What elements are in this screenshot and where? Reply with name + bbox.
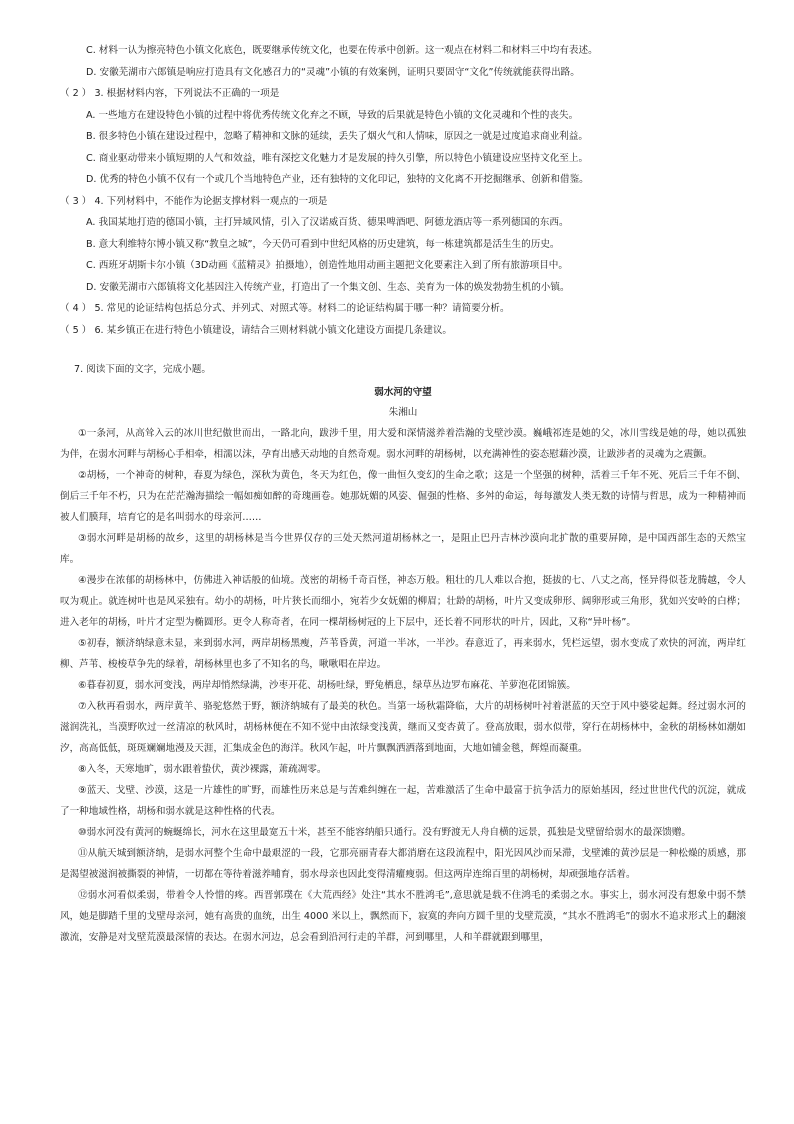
reading-section <box>60 360 746 948</box>
article-paragraph: ⑤初春，额济纳绿意未显，来到弱水河，两岸胡杨黑瘦，芦苇昏黄，河道一半冰，一半沙。春意近了，再来弱水，凭栏远望，弱水变成了欢快的河流，两岸红柳、芦苇、梭梭草争先的绿着，胡杨林里也多了不知名的鸟，啾啾唱在岸边。 <box>60 638 746 670</box>
article-paragraph: ⑧入冬，天寒地旷，弱水跟着蛰伏，黄沙裸露，萧疏凋零。 <box>78 764 327 775</box>
answer-option: B. 很多特色小镇在建设过程中，忽略了精神和文脉的延续，丢失了烟火气和人情味，原因之一就是过度追求商业利益。 <box>86 131 588 142</box>
answer-option: D. 安徽芜湖市六郎镇是响应打造具有文化感召力的“灵魂”小镇的有效案例，证明只要固守“文化”传统就能获得出路。 <box>86 66 580 78</box>
article-author: 朱湘山 <box>388 407 418 418</box>
question-7-prompt: 7. 阅读下面的文字，完成小题。 <box>74 364 211 375</box>
question-stem: （ 3 ） 4. 下列材料中，不能作为论据支撑材料一观点的一项是 <box>60 195 328 207</box>
article-paragraph: ④漫步在浓郁的胡杨林中，仿佛进入神话般的仙境。茂密的胡杨千奇百怪，神态万般。粗壮的几人难以合抱，挺拔的七、八丈之高，怪异得似苍龙腾越，令人叹为观止。就连树叶也是风采独有。幼小的胡杨，叶片狭长而细小，宛若少女妩媚的柳眉；壮龄的胡杨，叶片又变成卵形、阔卵形或三角形，犹如兴安岭的白桦；进入老年的胡杨，叶片才定型为椭圆形。更令人称奇者，在同一棵胡杨树冠的上下层中，还长着不同形状的叶片，因此，又称“异叶杨”。 <box>60 575 746 628</box>
answer-option: D. 安徽芜湖市六郎镇将文化基因注入传统产业，打造出了一个集文创、生态、美育为一体的焕发勃勃生机的小镇。 <box>86 281 570 293</box>
question-stem: （ 2 ） 3. 根据材料内容，下列说法不正确的一项是 <box>60 88 280 99</box>
answer-option: A. 我国某地打造的德国小镇，主打异域风情，引入了汉诺威百货、德果啤酒吧、阿德龙酒店等一系列德国的东西。 <box>86 217 569 228</box>
article-body <box>60 423 746 948</box>
answer-option: B. 意大利维特尔博小镇又称“教皇之城”，今天仍可看到中世纪风格的历史建筑，每一栋建筑都是活生生的历史。 <box>86 238 560 250</box>
answer-option: C. 材料一认为擦亮特色小镇文化底色，既要继承传统文化，也要在传承中创新。这一观点在材料二和材料三中均有表述。 <box>86 45 598 56</box>
article-paragraph: ③弱水河畔是胡杨的故乡，这里的胡杨林是当今世界仅存的三处天然河道胡杨林之一，是阻止巴丹吉林沙漠向北扩散的重要屏障，是中国西部生态的天然宝库。 <box>60 533 746 565</box>
question-stem: （ 5 ） 6. 某乡镇正在进行特色小镇建设，请结合三则材料就小镇文化建设方面提几条建议。 <box>60 324 453 336</box>
article-paragraph: ⑩弱水河没有黄河的蜿蜒绵长，河水在这里最宽五十米，甚至不能容纳船只通行。没有野渡无人舟自横的远景，孤独是戈壁留给弱水的最深馈赠。 <box>78 827 692 838</box>
article-paragraph: ⑪从航天城到额济纳，是弱水河整个生命中最艰涩的一段，它那亮丽青春大都消磨在这段流程中，阳光因风沙而呆滞，戈壁滩的黄沙层是一种松燥的质感，那是渴望被滋润被撕裂的神情，一切都在等待着滋养哺育，弱水母亲也因此变得清癯瘦弱。但这两岸连绵百里的胡杨树，却顽强地存活着。 <box>60 848 746 880</box>
question-options-section <box>60 40 750 341</box>
answer-option: C. 西班牙胡斯卡尔小镇（3D动画《蓝精灵》拍摄地），创造性地用动画主题把文化要素注入到了所有旅游项目中。 <box>86 260 568 271</box>
article-paragraph: ⑦入秋再看弱水，两岸黄羊、骆驼悠然于野，额济纳城有了最美的秋色。当第一场秋霜降临，大片的胡杨树叶衬着湛蓝的天空于风中婆娑起舞。经过弱水河的滋润洗礼，当漠野吹过一丝清凉的秋风时，胡杨林便在不知不觉中由浓绿变浅黄，继而又变杏黄了。登高放眼，弱水似带，穿行在胡杨林中，金秋的胡杨林如潮如汐，高高低低，斑斑斓斓地漫及天涯，汇集成金色的海洋。秋风乍起，叶片飘飘洒洒落到地面，大地如铺金毯，辉煌而凝重。 <box>60 701 746 754</box>
article-paragraph: ②胡杨，一个神奇的树种，春夏为绿色，深秋为黄色，冬天为红色，像一曲恒久变幻的生命之歌；这是一个坚强的树种，活着三千年不死、死后三千年不倒、倒后三千年不朽，只为在茫茫瀚海描绘一幅如痴如醉的奇瑰画卷。她那妩媚的风姿、倔强的性格、多舛的命运，每每激发人类无数的诗情与哲思，成为一种精神而被人们膜拜，培育它的是名叫弱水的母亲河…… <box>60 470 746 523</box>
article-paragraph: ⑫弱水河看似柔弱，带着令人怜惜的疼。西晋郭璞在《大荒西经》处注“其水不胜鸿毛”,意思就是载不住鸿毛的柔弱之水。事实上，弱水河没有想象中弱不禁风，她是脚踏千里的戈壁母亲河，她有高贵的血统，出生 4000 米以上，飘然而下，寂寞的奔向方圆千里的戈壁荒漠，“其水不胜鸿毛”的弱水不追求形式上的翻滚激流，安静是对戈壁荒漠最深情的表达。在弱水河边，总会看到沿河行走的羊群，河到哪里，人和羊群就跟到哪里， <box>60 890 746 943</box>
question-stem: （ 4 ） 5. 常见的论证结构包括总分式、并列式、对照式等。材料二的论证结构属于哪一种？请简要分析。 <box>60 303 510 314</box>
article-paragraph: ①一条河，从高耸入云的冰川世纪傲世而出，一路北向，跋涉千里，用大爱和深情滋养着浩瀚的戈壁沙漠。巍峨祁连是她的父，冰川雪线是她的母，她以孤独为伴，在弱水河畔与胡杨心手相牵，相濡以沫，孕育出感天动地的自然奇观。弱水河畔的胡杨树，以充满神性的姿态慰藉沙漠，让跋涉者的灵魂为之震颤。 <box>60 428 746 460</box>
answer-option: D. 优秀的特色小镇不仅有一个或几个当地特色产业，还有独特的文化印记，独特的文化离不开挖掘继承、创新和借鉴。 <box>86 174 589 185</box>
article-paragraph: ⑥暮春初夏，弱水河变浅，两岸却悄然绿满，沙枣开花、胡杨吐绿，野兔栖息，绿草丛边罗布麻花、羊萝泡花团锦簇。 <box>78 680 576 691</box>
article-paragraph: ⑨蓝天、戈壁、沙漠，这是一片雄性的旷野，而雄性历来总是与苦难纠缠在一起，苦难激活了生命中最富于抗争活力的原始基因，经过世世代代的沉淀，就成了一种地域性格，胡杨和弱水就是这种性格的代表。 <box>60 785 746 817</box>
answer-option: C. 商业驱动带来小镇短期的人气和效益，唯有深挖文化魅力才是发展的持久引擎，所以特色小镇建设应坚持文化至上。 <box>86 152 589 164</box>
article-title: 弱水河的守望 <box>374 387 432 398</box>
answer-option: A. 一些地方在建设特色小镇的过程中将优秀传统文化弃之不顾，导致的后果就是特色小镇的文化灵魂和个性的丧失。 <box>86 109 579 121</box>
